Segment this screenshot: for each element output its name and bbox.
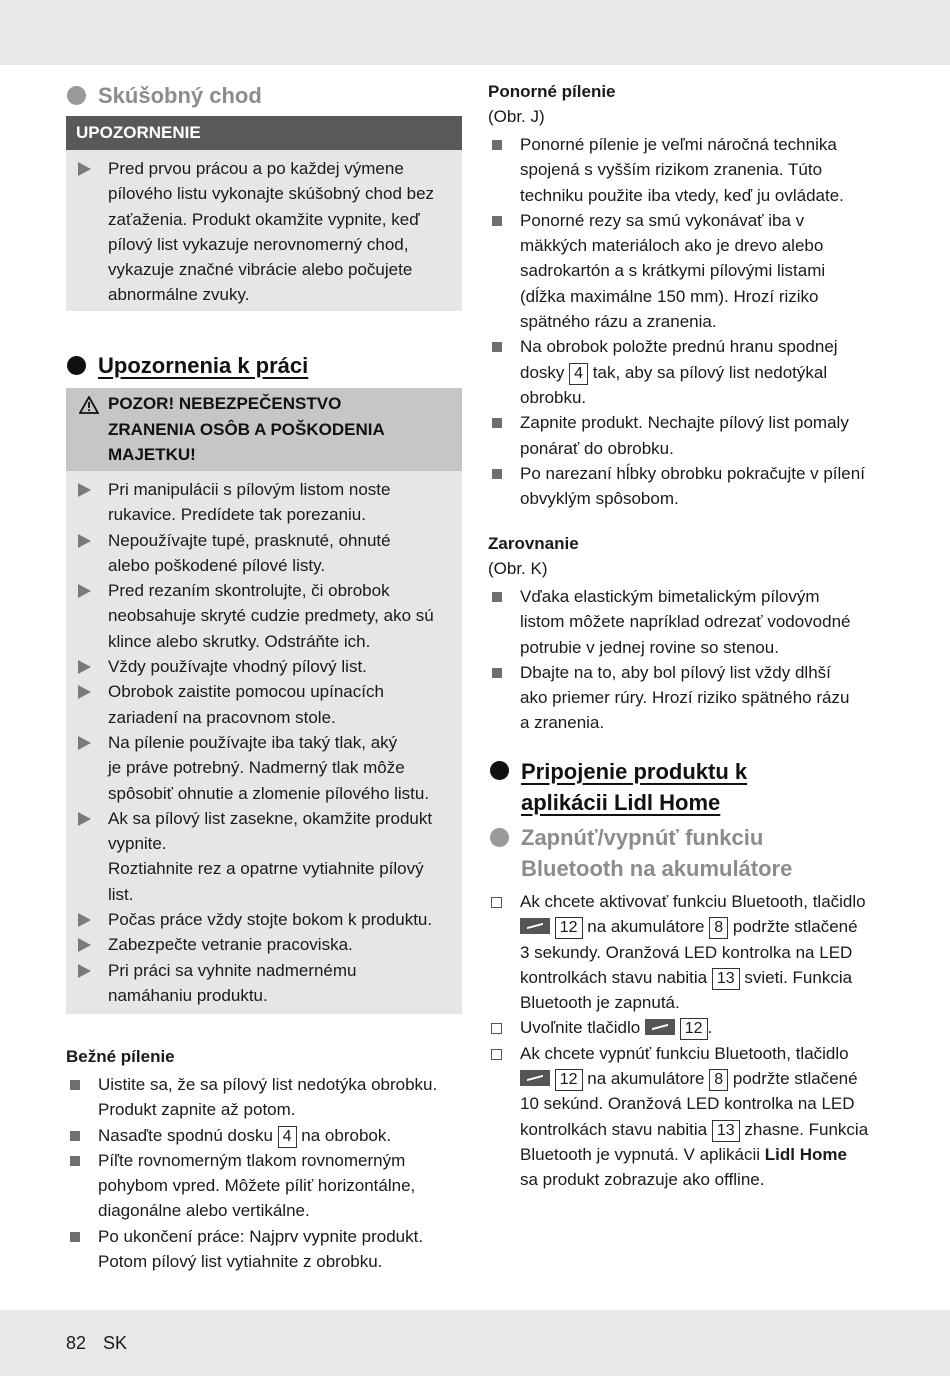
square-bullet-icon: [492, 216, 502, 226]
bluetooth-button-icon: [645, 1019, 675, 1035]
figure-ref: (Obr. J): [488, 107, 545, 126]
language-code: SK: [103, 1333, 128, 1353]
list-item: Počas práce vždy stojte bokom k produktu.: [66, 907, 462, 932]
subheading-zarovnanie: Zarovnanie: [488, 534, 579, 553]
square-bullet-icon: [70, 1232, 80, 1242]
part-ref-badge: 4: [278, 1126, 297, 1148]
section-title-bluetooth-2: Bluetooth na akumulátore: [521, 856, 793, 881]
list-item: Vždy používajte vhodný pílový list.: [66, 654, 462, 679]
part-ref-badge: 8: [709, 917, 728, 939]
list-item: Na pílenie používajte iba taký tlak, aký je práve potrebný. Nadmerný tlak môže spôsobiť ohnutie a zlomenie pílového listu.: [66, 730, 462, 806]
list-item: Obrobok zaistite pomocou upínacích zariadení na pracovnom stole.: [66, 679, 462, 730]
arrow-bullet-icon: [78, 736, 91, 750]
top-bar: [0, 0, 950, 65]
square-bullet-icon: [492, 592, 502, 602]
bezne-list: Uistite sa, že sa pílový list nedotýka obrobku. Produkt zapnite až potom. Nasaďte spodnú dosku 4 na obrobok. Píľte rovnomerným tlakom rovnomerným pohybom vpred. Môžete píliť horizontálne, diagonálne alebo vertikálne. Po ukončení práce: Najprv vypnite produkt. Potom pílový list vytiahnite z obrobku.: [66, 1072, 462, 1274]
list-item: Pri manipulácii s pílovým listom noste rukavice. Predídete tak porezaniu.: [66, 477, 462, 528]
part-ref-badge: 13: [712, 968, 740, 990]
part-ref-badge: 12: [555, 917, 583, 939]
checkbox-bullet-icon: [491, 1049, 502, 1060]
arrow-bullet-icon: [78, 534, 91, 548]
part-ref-badge: 8: [709, 1069, 728, 1091]
warning-panel-header: UPOZORNENIE: [66, 116, 462, 150]
arrow-bullet-icon: [78, 812, 91, 826]
part-ref-badge: 13: [712, 1120, 740, 1142]
arrow-bullet-icon: [78, 483, 91, 497]
arrow-bullet-icon: [78, 913, 91, 927]
warning-panel-text: Pred prvou prácou a po každej výmene pílového listu vykonajte skúšobný chod bez zaťaženia. Produkt okamžite vypnite, keď pílový list vykazuje nerovnomerný chod, vykazuje značné vibrácie alebo počujete abnormálne zvuky.: [66, 156, 462, 308]
page-number: 82: [66, 1333, 87, 1353]
square-bullet-icon: [492, 140, 502, 150]
section-title-pripojenie-1: Pripojenie produktu k: [521, 759, 748, 784]
arrow-bullet-icon: [78, 938, 91, 952]
square-bullet-icon: [70, 1080, 80, 1090]
checkbox-bullet-icon: [491, 897, 502, 908]
page-footer: [66, 1333, 139, 1354]
list-item: Pri práci sa vyhnite nadmernému namáhaniu produktu.: [66, 958, 462, 1009]
part-ref-badge: 4: [569, 363, 588, 385]
bluetooth-button-icon: [520, 1070, 550, 1086]
square-bullet-icon: [492, 668, 502, 678]
ponorne-list: Ponorné pílenie je veľmi náročná technika spojená s vyšším rizikom zranenia. Túto techniku použite iba vtedy, keď ju ovládate. Ponorné rezy sa smú vykonávať iba v mäkkých materiáloch ako je drevo alebo sadrokartón a s krátkymi pílovými listami (dĺžka maximálne 150 mm). Hrozí riziko spätného rázu a zranenia. Na obrobok položte prednú hranu spodnej dosky 4 tak, aby sa pílový list nedotýkal obrobku. Zapnite produkt. Nechajte pílový list pomaly ponárať do obrobku. Po narezaní hĺbky obrobku pokračujte v pílení obvyklým spôsobom.: [488, 132, 888, 511]
warning-triangle-icon: [79, 396, 99, 414]
arrow-bullet-icon: [78, 685, 91, 699]
section-title-skusobny-chod: Skúšobný chod: [98, 83, 262, 108]
danger-list: [66, 477, 462, 1008]
section-bullet-icon: [67, 356, 86, 375]
list-item: Pred rezaním skontrolujte, či obrobok neobsahuje skryté cudzie predmety, ako sú klince alebo skrutky. Odstráňte ich.: [66, 578, 462, 654]
part-ref-badge: 12: [680, 1018, 708, 1040]
section-title-bluetooth-1: Zapnúť/vypnúť funkciu: [521, 825, 764, 850]
square-bullet-icon: [492, 418, 502, 428]
bottom-bar: [0, 1310, 950, 1376]
danger-header: POZOR! NEBEZPEČENSTVO ZRANENIA OSÔB A POŠKODENIA MAJETKU!: [66, 388, 462, 471]
list-item: Ak sa pílový list zasekne, okamžite produkt vypnite. Roztiahnite rez a opatrne vytiahnite pílový list.: [66, 806, 462, 907]
list-item: Zabezpečte vetranie pracoviska.: [66, 932, 462, 957]
section-title-upozornenia: Upozornenia k práci: [98, 353, 309, 378]
section-bullet-icon: [490, 828, 509, 847]
subheading-bezne-pilenie: Bežné pílenie: [66, 1047, 175, 1066]
arrow-bullet-icon: [78, 162, 91, 176]
square-bullet-icon: [70, 1156, 80, 1166]
zarovnanie-list: Vďaka elastickým bimetalickým pílovým listom môžete napríklad odrezať vodovodné potrubie v jednej rovine so stenou. Dbajte na to, aby bol pílový list vždy dlhší ako priemer rúry. Hrozí riziko spätného rázu a zranenia.: [488, 584, 888, 736]
subheading-ponorne-pilenie: Ponorné pílenie: [488, 82, 616, 101]
square-bullet-icon: [492, 469, 502, 479]
figure-ref: (Obr. K): [488, 559, 548, 578]
bluetooth-button-icon: [520, 918, 550, 934]
section-bullet-icon: [67, 86, 86, 105]
arrow-bullet-icon: [78, 964, 91, 978]
square-bullet-icon: [492, 342, 502, 352]
bluetooth-steps: Ak chcete aktivovať funkciu Bluetooth, tlačidlo 12 na akumulátore 8 podržte stlačené 3 sekundy. Oranžová LED kontrolka na LED kontrolkách stavu nabitia 13 svieti. Funkcia Bluetooth je zapnutá. Uvoľnite tlačidlo 12 . Ak chcete vypnúť funkciu Bluetooth, tlačidlo 12 na akumulátore 8 podržte stlačené 10 sekúnd. Oranžová LED kontrolka na LED kontrolkách stavu nabitia 13 zhasne. Funkcia Bluetooth je vypnutá. V aplikácii Lidl Home sa produkt zobrazuje ako offline.: [488, 889, 888, 1193]
list-item: Nepoužívajte tupé, prasknuté, ohnuté alebo poškodené pílové listy.: [66, 528, 462, 579]
checkbox-bullet-icon: [491, 1023, 502, 1034]
arrow-bullet-icon: [78, 584, 91, 598]
part-ref-badge: 12: [555, 1069, 583, 1091]
section-bullet-icon: [490, 761, 509, 780]
square-bullet-icon: [70, 1131, 80, 1141]
arrow-bullet-icon: [78, 660, 91, 674]
section-title-pripojenie-2: aplikácii Lidl Home: [521, 790, 721, 815]
